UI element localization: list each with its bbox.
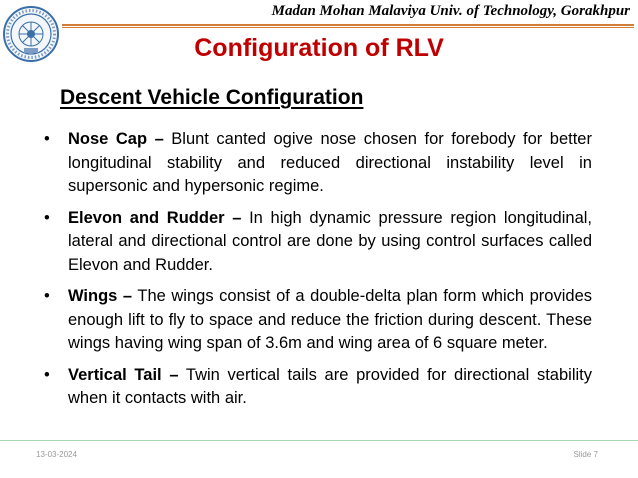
footer-date: 13-03-2024 [36, 450, 77, 459]
bullet-item-vertical-tail [44, 364, 592, 411]
bullet-item-elevon-rudder [44, 207, 592, 278]
slide-title: Configuration of RLV [194, 34, 444, 62]
bullet-dot-icon: • [44, 130, 50, 148]
bullet-dot-icon: • [44, 208, 50, 227]
bullet-term: Wings – [68, 287, 133, 305]
bullet-text: Blunt canted ogive nose chosen for forebody for better longitudinal stability and reduced directional instability level in supersonic and hypersonic regime. [68, 130, 592, 195]
footer-rule [0, 440, 638, 441]
bullet-term: Vertical Tail – [68, 365, 179, 384]
bullet-item-wings [44, 285, 592, 356]
bullet-text: Twin vertical tails are provided for directional stability when it contacts with air. [68, 365, 592, 407]
slide-subtitle: Descent Vehicle Configuration [60, 86, 364, 109]
bullet-dot-icon: • [44, 365, 50, 384]
bullet-term: Elevon and Rudder – [68, 208, 242, 227]
bullet-dot-icon: • [44, 287, 50, 305]
header-rule [62, 24, 634, 26]
bullet-term: Nose Cap – [68, 130, 164, 148]
bullet-item-nose-cap [44, 128, 592, 199]
header-rule-thin [62, 27, 634, 28]
university-name: Madan Mohan Malaviya Univ. of Technology, Gorakhpur [271, 3, 630, 19]
footer-slide-number: Slide 7 [573, 450, 598, 459]
bullet-list [44, 128, 592, 419]
bullet-text: In high dynamic pressure region longitudinal, lateral and directional control are done by using control surfaces called Elevon and Rudder. [68, 208, 592, 274]
bullet-text: The wings consist of a double-delta plan form which provides enough lift to fly to space and reduce the friction during descent. These wings having wing span of 3.6m and wing area of 6 square meter. [68, 287, 593, 352]
